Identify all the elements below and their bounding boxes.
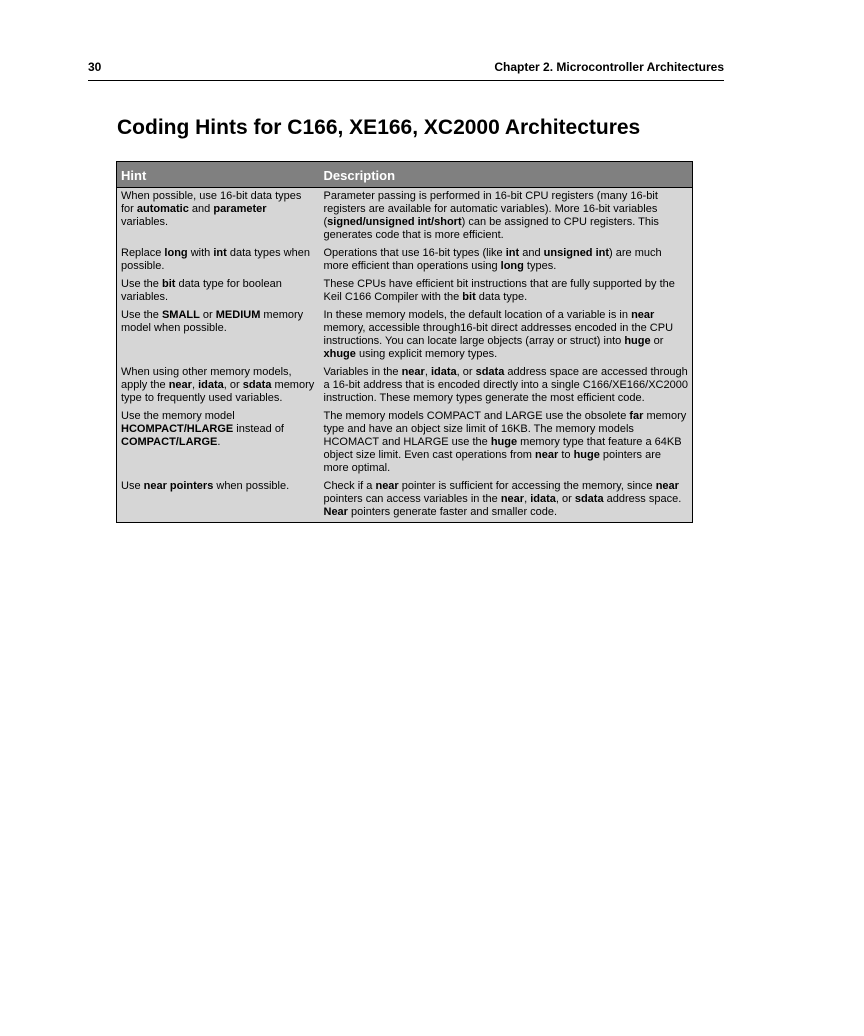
table-row [117, 276, 693, 307]
bold-term: far [629, 410, 644, 422]
bold-term: sdata [574, 493, 604, 505]
table-body [117, 188, 693, 523]
text-run: to [558, 449, 574, 461]
chapter-title: Chapter 2. Microcontroller Architectures [494, 60, 724, 74]
text-run: Variables in the [323, 366, 402, 378]
text-run: pointers can access variables in the [323, 493, 501, 505]
hint-cell [117, 478, 320, 523]
text-run: or [650, 335, 664, 347]
table-row [117, 307, 693, 364]
description-cell [320, 188, 693, 246]
description-cell [320, 478, 693, 523]
text-run: , or [223, 379, 243, 391]
bold-term: long [164, 247, 188, 259]
column-header-hint: Hint [117, 162, 320, 188]
bold-term: int [213, 247, 227, 259]
bold-term: HCOMPACT/HLARGE [121, 423, 234, 435]
table-row [117, 188, 693, 246]
text-run: data type. [475, 291, 528, 303]
bold-term: near [401, 366, 425, 378]
text-run: Use the [121, 309, 162, 321]
bold-term: near [500, 493, 525, 505]
table-row [117, 478, 693, 523]
bold-term: idata [198, 379, 224, 391]
bold-term: automatic [136, 203, 189, 215]
bold-term: parameter [213, 203, 267, 215]
text-run: Use [121, 480, 144, 492]
table-row [117, 245, 693, 276]
description-cell [320, 276, 693, 307]
text-run: memory model when possible. [121, 309, 304, 334]
text-run: pointers are more optimal. [323, 449, 662, 474]
text-run: Use the memory model [121, 410, 235, 422]
bold-term: huge [490, 436, 518, 448]
bold-term: sdata [242, 379, 272, 391]
text-run: with [187, 247, 214, 259]
text-run: , or [456, 366, 476, 378]
bold-term: huge [573, 449, 600, 461]
hint-cell [117, 245, 320, 276]
text-run: instead of [233, 423, 284, 435]
bold-term: near [631, 309, 655, 321]
table-header-row [117, 162, 693, 188]
text-run: memory type and have an object size limit of 16KB. The memory models HCOMACT and HLARGE use the [323, 410, 687, 448]
bold-term: near [168, 379, 192, 391]
text-run: ) are much more efficient than operations using [323, 247, 662, 272]
bold-term: bit [161, 278, 176, 290]
text-run: address space are accessed through a 16-bit address that is encoded directly into a single C166/XE166/XC2000 instruction. These memory types generate the most efficient code. [323, 366, 688, 404]
text-run: memory, accessible through16-bit direct addresses encoded in the CPU instructions. You can locate large objects (array or struct) into [323, 322, 674, 347]
text-run: ) can be assigned to CPU registers. This generates code that is more efficient. [323, 216, 659, 241]
bold-term: SMALL [161, 309, 200, 321]
text-run: pointers generate faster and smaller code. [347, 506, 558, 518]
text-run: and [188, 203, 214, 215]
text-run: When possible, use 16-bit data types for [121, 190, 302, 215]
text-run: Parameter passing is performed in 16-bit CPU registers (many 16-bit registers are available for automatic variables). More 16-bit variables ( [323, 190, 658, 228]
text-run: using explicit memory types. [355, 348, 498, 360]
bold-term: bit [462, 291, 476, 303]
description-cell [320, 408, 693, 478]
hint-cell [117, 307, 320, 364]
text-run: These CPUs have efficient bit instructions that are fully supported by the Keil C166 Compiler with the [323, 278, 675, 303]
text-run: Check if a [323, 480, 376, 492]
text-run: , [524, 493, 531, 505]
page-number: 30 [88, 60, 102, 74]
text-run: Use the [121, 278, 162, 290]
description-cell [320, 364, 693, 408]
bold-term: idata [530, 493, 556, 505]
bold-term: COMPACT/LARGE [121, 436, 218, 448]
bold-term: MEDIUM [215, 309, 261, 321]
text-run: , [191, 379, 199, 391]
table-row [117, 364, 693, 408]
bold-term: sdata [475, 366, 505, 378]
bold-term: huge [624, 335, 651, 347]
text-run: , or [555, 493, 575, 505]
text-run: The memory models COMPACT and LARGE use the obsolete [323, 410, 630, 422]
coding-hints-table [116, 161, 693, 523]
bold-term: unsigned int [543, 247, 610, 259]
text-run: . [217, 436, 221, 448]
text-run: or [199, 309, 216, 321]
text-run: when possible. [213, 480, 290, 492]
bold-term: xhuge [323, 348, 356, 360]
description-cell [320, 245, 693, 276]
hint-cell [117, 408, 320, 478]
section-title: Coding Hints for C166, XE166, XC2000 Architectures [117, 116, 641, 139]
text-run: data type for boolean variables. [121, 278, 282, 303]
table-row [117, 408, 693, 478]
text-run: memory type to frequently used variables. [121, 379, 315, 404]
bold-term: int [505, 247, 520, 259]
text-run: Operations that use 16-bit types (like [323, 247, 506, 259]
hint-cell [117, 276, 320, 307]
text-run: pointer is sufficient for accessing the memory, since [398, 480, 656, 492]
bold-term: idata [430, 366, 457, 378]
text-run: variables. [121, 216, 169, 228]
text-run: and [519, 247, 544, 259]
hint-cell [117, 364, 320, 408]
bold-term: near [655, 480, 679, 492]
bold-term: Near [323, 506, 348, 518]
text-run: Replace [121, 247, 165, 259]
page-header [88, 58, 724, 81]
bold-term: signed/unsigned int/short [327, 216, 462, 228]
text-run: types. [523, 260, 557, 272]
text-run: data types when possible. [121, 247, 310, 272]
text-run: When using other memory models, apply the [121, 366, 292, 391]
bold-term: near [375, 480, 399, 492]
hint-cell [117, 188, 320, 246]
text-run: , [424, 366, 431, 378]
text-run: memory type that feature a 64KB object size limit. Even cast operations from [323, 436, 682, 461]
bold-term: long [500, 260, 524, 272]
column-header-description: Description [320, 162, 693, 188]
bold-term: near pointers [143, 480, 214, 492]
description-cell [320, 307, 693, 364]
bold-term: near [535, 449, 559, 461]
text-run: address space. [603, 493, 682, 505]
text-run: In these memory models, the default location of a variable is in [323, 309, 632, 321]
